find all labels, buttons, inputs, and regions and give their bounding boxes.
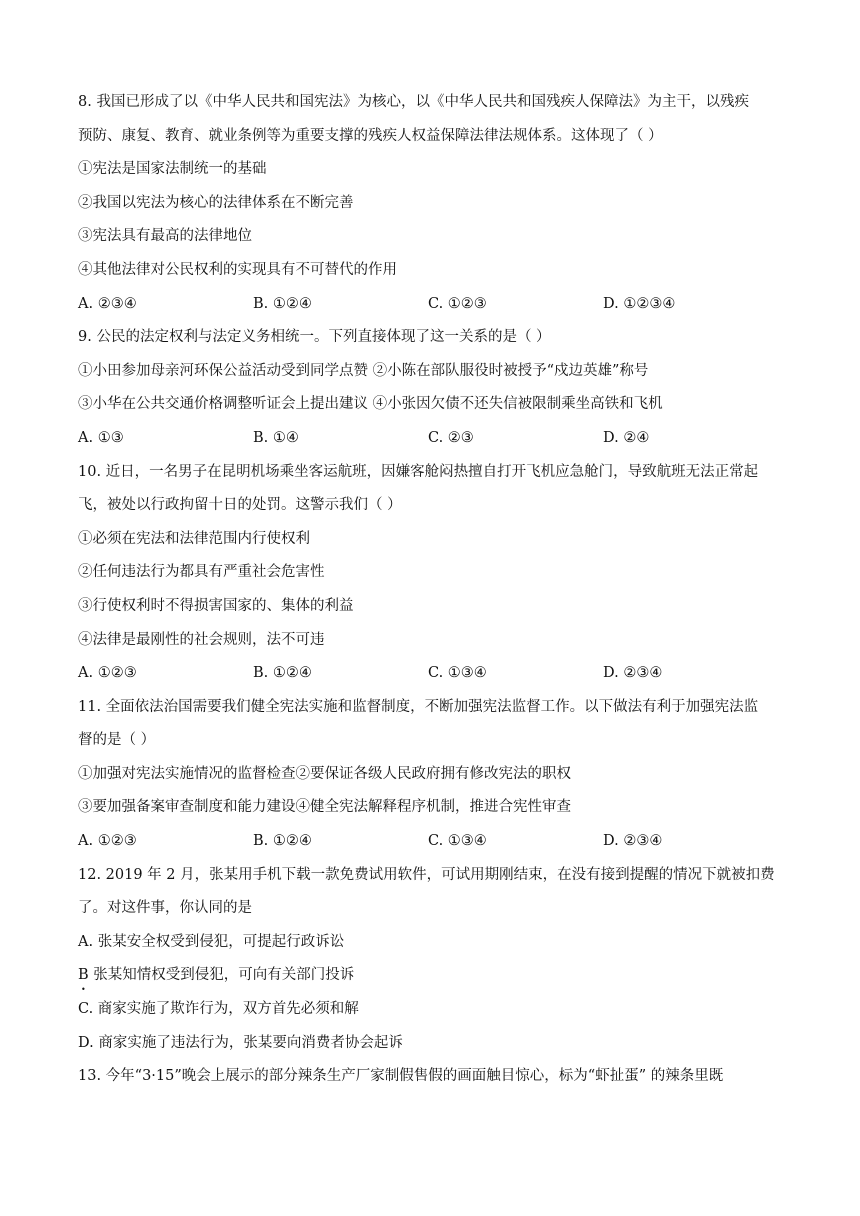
question-stem: 11. 全面依法治国需要我们健全宪法实施和监督制度，不断加强宪法监督工作。以下做法有利于加强宪法监 xyxy=(78,698,759,715)
option-c[interactable]: C. ①③④ xyxy=(428,833,487,850)
option-b[interactable]: B. ①②④ xyxy=(253,295,312,312)
statement-item: ④法律是最刚性的社会规则，法不可违 xyxy=(78,631,325,648)
option-b[interactable]: B 张某知情权受到侵犯，可向有关部门投诉 • xyxy=(78,959,790,993)
question-10 xyxy=(78,456,790,691)
statement-item: ③宪法具有最高的法律地位 xyxy=(78,228,252,245)
option-c[interactable]: C. ①③④ xyxy=(428,665,487,682)
option-a[interactable]: A. 张某安全权受到侵犯，可提起行政诉讼 xyxy=(78,933,345,950)
answer-options xyxy=(78,657,790,691)
statement-item: ③小华在公共交通价格调整听证会上提出建议 ④小张因欠债不还失信被限制乘坐高铁和飞机 xyxy=(78,396,663,413)
question-list xyxy=(78,86,790,1094)
answer-options xyxy=(78,422,790,456)
option-c[interactable]: C. ①②③ xyxy=(428,295,487,312)
statement-item: ①小田参加母亲河环保公益活动受到同学点赞 ②小陈在部队服役时被授予“戍边英雄”称号 xyxy=(78,362,649,379)
statement-item: ①宪法是国家法制统一的基础 xyxy=(78,161,267,178)
statement-item: ④其他法律对公民权利的实现具有不可替代的作用 xyxy=(78,261,397,278)
option-d[interactable]: D. ②③④ xyxy=(603,833,663,850)
question-stem: 飞，被处以行政拘留十日的处罚。这警示我们（ ） xyxy=(78,497,402,514)
question-stem: 10. 近日，一名男子在昆明机场乘坐客运航班，因嫌客舱闷热擅自打开飞机应急舱门，导致航班无法正常起 xyxy=(78,463,759,480)
question-stem: 预防、康复、教育、就业条例等为重要支撑的残疾人权益保障法律法规体系。这体现了（ ） xyxy=(78,127,663,144)
statement-item: ③行使权利时不得损害国家的、集体的利益 xyxy=(78,597,354,614)
option-a[interactable]: A. ①③ xyxy=(78,429,124,446)
question-13 xyxy=(78,1060,790,1094)
option-a[interactable]: A. ①②③ xyxy=(78,833,137,850)
statement-item: ③要加强备案审查制度和能力建设④健全宪法解释程序机制，推进合宪性审查 xyxy=(78,799,571,816)
option-c[interactable]: C. ②③ xyxy=(428,429,474,446)
question-stem: 督的是（ ） xyxy=(78,732,156,749)
question-stem: 13. 今年“3·15”晚会上展示的部分辣条生产厂家制假售假的画面触目惊心，标为“虾扯蛋” 的辣条里既 xyxy=(78,1068,724,1085)
statement-item: ②我国以宪法为核心的法律体系在不断完善 xyxy=(78,194,354,211)
option-d[interactable]: D. 商家实施了违法行为，张某要向消费者协会起诉 xyxy=(78,1034,403,1051)
question-stem: 8. 我国已形成了以《中华人民共和国宪法》为核心，以《中华人民共和国残疾人保障法》为主干，以残疾 xyxy=(78,94,749,110)
option-b[interactable]: B. ①④ xyxy=(253,429,299,446)
question-stem: 了。对这件事，你认同的是 xyxy=(78,900,252,917)
option-c[interactable]: C. 商家实施了欺诈行为，双方首先必须和解 xyxy=(78,1001,359,1018)
option-a[interactable]: A. ②③④ xyxy=(78,295,137,312)
option-a[interactable]: A. ①②③ xyxy=(78,665,137,682)
statement-item: ①必须在宪法和法律范围内行使权利 xyxy=(78,530,310,547)
option-d[interactable]: D. ②④ xyxy=(603,429,650,446)
question-8 xyxy=(78,86,790,321)
question-9 xyxy=(78,321,790,455)
statement-item: ①加强对宪法实施情况的监督检查②要保证各级人民政府拥有修改宪法的职权 xyxy=(78,765,571,782)
answer-options xyxy=(78,825,790,859)
question-11 xyxy=(78,691,790,859)
answer-options xyxy=(78,288,790,322)
question-stem: 9. 公民的法定权利与法定义务相统一。下列直接体现了这一关系的是（ ） xyxy=(78,329,551,346)
question-stem: 12. 2019 年 2 月，张某用手机下载一款免费试用软件，可试用期刚结束，在没有接到提醒的情况下就被扣费 xyxy=(78,866,775,883)
option-b[interactable]: B. ①②④ xyxy=(253,665,312,682)
option-b[interactable]: B. ①②④ xyxy=(253,833,312,850)
statement-item: ②任何违法行为都具有严重社会危害性 xyxy=(78,564,325,581)
option-d[interactable]: D. ①②③④ xyxy=(603,295,676,312)
question-12 xyxy=(78,859,790,1061)
option-d[interactable]: D. ②③④ xyxy=(603,665,663,682)
